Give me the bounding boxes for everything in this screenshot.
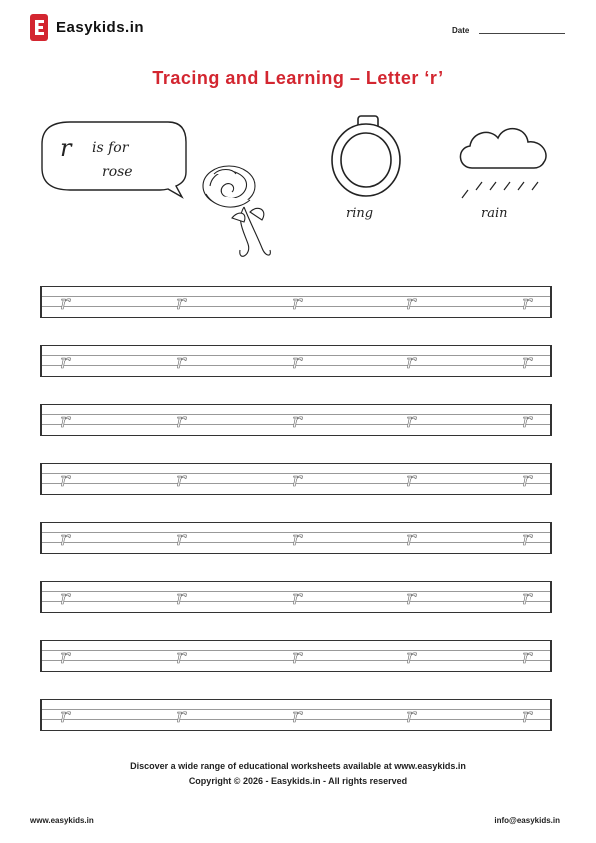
row-edge — [40, 522, 42, 554]
trace-letter: r — [406, 644, 416, 668]
caption-ring: ring — [346, 206, 374, 221]
trace-letter: r — [60, 585, 70, 609]
guide-line — [40, 553, 552, 554]
trace-letter: r — [406, 526, 416, 550]
guide-line — [40, 435, 552, 436]
trace-letter: r — [60, 644, 70, 668]
guide-line — [40, 345, 552, 346]
bubble-line1: is for — [92, 140, 129, 156]
footer-discover: Discover a wide range of educational worksheets available at www.easykids.in — [130, 761, 466, 771]
trace-letter: r — [176, 290, 186, 314]
date-label: Date — [452, 26, 470, 35]
trace-letter: r — [292, 585, 302, 609]
trace-letter: r — [522, 526, 532, 550]
row-edge — [550, 640, 552, 672]
illustrations — [0, 0, 596, 280]
row-edge — [40, 345, 42, 377]
trace-letter: r — [176, 467, 186, 491]
caption-rain: rain — [481, 206, 508, 221]
tracing-row[interactable] — [40, 699, 552, 731]
trace-letter: r — [406, 408, 416, 432]
trace-letter: r — [176, 349, 186, 373]
trace-letter: r — [176, 585, 186, 609]
tracing-row[interactable] — [40, 640, 552, 672]
trace-letter: r — [292, 349, 302, 373]
trace-letter: r — [406, 703, 416, 727]
trace-letter: r — [522, 585, 532, 609]
guide-line — [40, 640, 552, 641]
row-edge — [550, 522, 552, 554]
tracing-row[interactable] — [40, 581, 552, 613]
guide-line — [40, 699, 552, 700]
brand-name: Easykids.in — [56, 19, 145, 36]
row-edge — [550, 286, 552, 318]
trace-letter: r — [292, 467, 302, 491]
bubble-line2: rose — [102, 164, 133, 180]
guide-line — [40, 494, 552, 495]
trace-letter: r — [406, 290, 416, 314]
tracing-row[interactable] — [40, 286, 552, 318]
trace-letter: r — [292, 644, 302, 668]
trace-letter: r — [522, 290, 532, 314]
row-edge — [550, 581, 552, 613]
guide-line — [40, 463, 552, 464]
row-edge — [40, 581, 42, 613]
trace-letter: r — [522, 467, 532, 491]
row-edge — [40, 286, 42, 318]
guide-line — [40, 286, 552, 287]
trace-letter: r — [60, 703, 70, 727]
tracing-row[interactable] — [40, 463, 552, 495]
trace-letter: r — [522, 644, 532, 668]
guide-line — [40, 376, 552, 377]
trace-letter: r — [60, 349, 70, 373]
guide-line — [40, 522, 552, 523]
guide-line — [40, 730, 552, 731]
trace-letter: r — [176, 408, 186, 432]
guide-line — [40, 671, 552, 672]
footer-email-link[interactable]: info@easykids.in — [494, 816, 560, 825]
trace-letter: r — [406, 467, 416, 491]
trace-letter: r — [176, 703, 186, 727]
tracing-row[interactable] — [40, 404, 552, 436]
row-edge — [40, 404, 42, 436]
trace-letter: r — [292, 526, 302, 550]
footer-site-link[interactable]: www.easykids.in — [30, 816, 94, 825]
trace-letter: r — [60, 408, 70, 432]
trace-letter: r — [522, 408, 532, 432]
trace-letter: r — [292, 408, 302, 432]
trace-letter: r — [60, 290, 70, 314]
row-edge — [40, 463, 42, 495]
guide-line — [40, 404, 552, 405]
trace-letter: r — [522, 703, 532, 727]
page-title: Tracing and Learning – Letter ‘r’ — [152, 68, 444, 88]
guide-line — [40, 612, 552, 613]
trace-letter: r — [292, 703, 302, 727]
footer-copyright: Copyright © 2026 - Easykids.in - All rights reserved — [188, 776, 408, 786]
tracing-rows — [40, 286, 552, 758]
trace-letter: r — [176, 526, 186, 550]
row-edge — [550, 404, 552, 436]
guide-line — [40, 317, 552, 318]
trace-letter: r — [292, 290, 302, 314]
guide-line — [40, 581, 552, 582]
trace-letter: r — [60, 526, 70, 550]
trace-letter: r — [406, 585, 416, 609]
row-edge — [40, 699, 42, 731]
row-edge — [40, 640, 42, 672]
trace-letter: r — [522, 349, 532, 373]
trace-letter: r — [60, 467, 70, 491]
bubble-letter: r — [60, 134, 72, 162]
row-edge — [550, 463, 552, 495]
row-edge — [550, 345, 552, 377]
ring-icon — [332, 116, 400, 196]
row-edge — [550, 699, 552, 731]
rain-cloud-icon — [460, 129, 546, 198]
tracing-row[interactable] — [40, 345, 552, 377]
tracing-row[interactable] — [40, 522, 552, 554]
rose-icon — [203, 166, 270, 256]
trace-letter: r — [406, 349, 416, 373]
trace-letter: r — [176, 644, 186, 668]
